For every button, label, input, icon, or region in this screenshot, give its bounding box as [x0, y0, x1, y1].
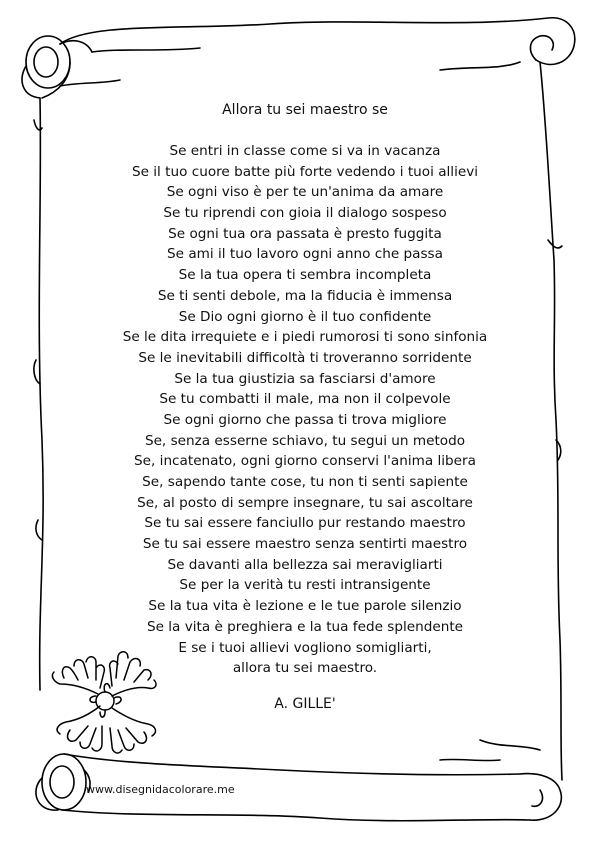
poem-title: Allora tu sei maestro se	[222, 102, 388, 118]
poem-line: Se per la verità tu resti intransigente	[179, 577, 431, 594]
poem-line: Se entri in classe come si va in vacanza	[169, 143, 441, 159]
poem-author: A. GILLE'	[274, 695, 336, 712]
poem-line: Se ogni tua ora passata è presto fuggita	[168, 225, 442, 242]
poem-line: allora tu sei maestro.	[232, 660, 378, 677]
poem-line: Se tu sai essere fanciullo pur restando maestro	[144, 515, 466, 532]
poem-line: E se i tuoi allievi vogliono somigliarti,	[178, 639, 432, 656]
poem-lines	[60, 141, 550, 679]
poem-line: Se tu sai essere maestro senza sentirti maestro	[142, 536, 468, 553]
poem-line: Se, al posto di sempre insegnare, tu sai ascoltare	[137, 494, 473, 511]
poem-line: Se ogni giorno che passa ti trova migliore	[163, 411, 447, 428]
poem-line: Se, sapendo tante cose, tu non ti senti sapiente	[142, 474, 468, 490]
poem-line: Se tu riprendi con gioia il dialogo sospeso	[163, 205, 447, 222]
poem-line: Se, senza esserne schiavo, tu segui un metodo	[144, 432, 466, 449]
poem-line: Se il tuo cuore batte più forte vedendo i tuoi allievi	[131, 163, 479, 180]
poem-line: Se ami il tuo lavoro ogni anno che passa	[167, 246, 443, 263]
poem-line: Se ti senti debole, ma la fiducia è immensa	[157, 287, 453, 304]
poem-line: Se la tua vita è lezione e le tue parole silenzio	[148, 598, 462, 615]
poem-line: Se le dita irrequiete e i piedi rumorosi ti sono sinfonia	[122, 329, 488, 346]
poem-line: Se le inevitabili difficoltà ti troveranno sorridente	[138, 349, 472, 366]
poem-line: Se, incatenato, ogni giorno conservi l'anima libera	[134, 453, 476, 470]
poem-line: Se davanti alla bellezza sai meravigliarti	[167, 556, 443, 573]
poem-line: Se Dio ogni giorno è il tuo confidente	[178, 308, 432, 325]
poem-line: Se la vita è preghiera e la tua fede splendente	[146, 618, 464, 635]
poem-line: Se la tua giustizia sa fasciarsi d'amore	[174, 370, 436, 387]
poem	[60, 100, 550, 714]
poem-line: Se ogni viso è per te un'anima da amare	[166, 184, 444, 201]
poem-line: Se tu combatti il male, ma non il colpevole	[159, 391, 451, 408]
website-link[interactable]: www.disegnidacolorare.me	[86, 783, 235, 796]
poem-line: Se la tua opera ti sembra incompleta	[178, 267, 432, 284]
